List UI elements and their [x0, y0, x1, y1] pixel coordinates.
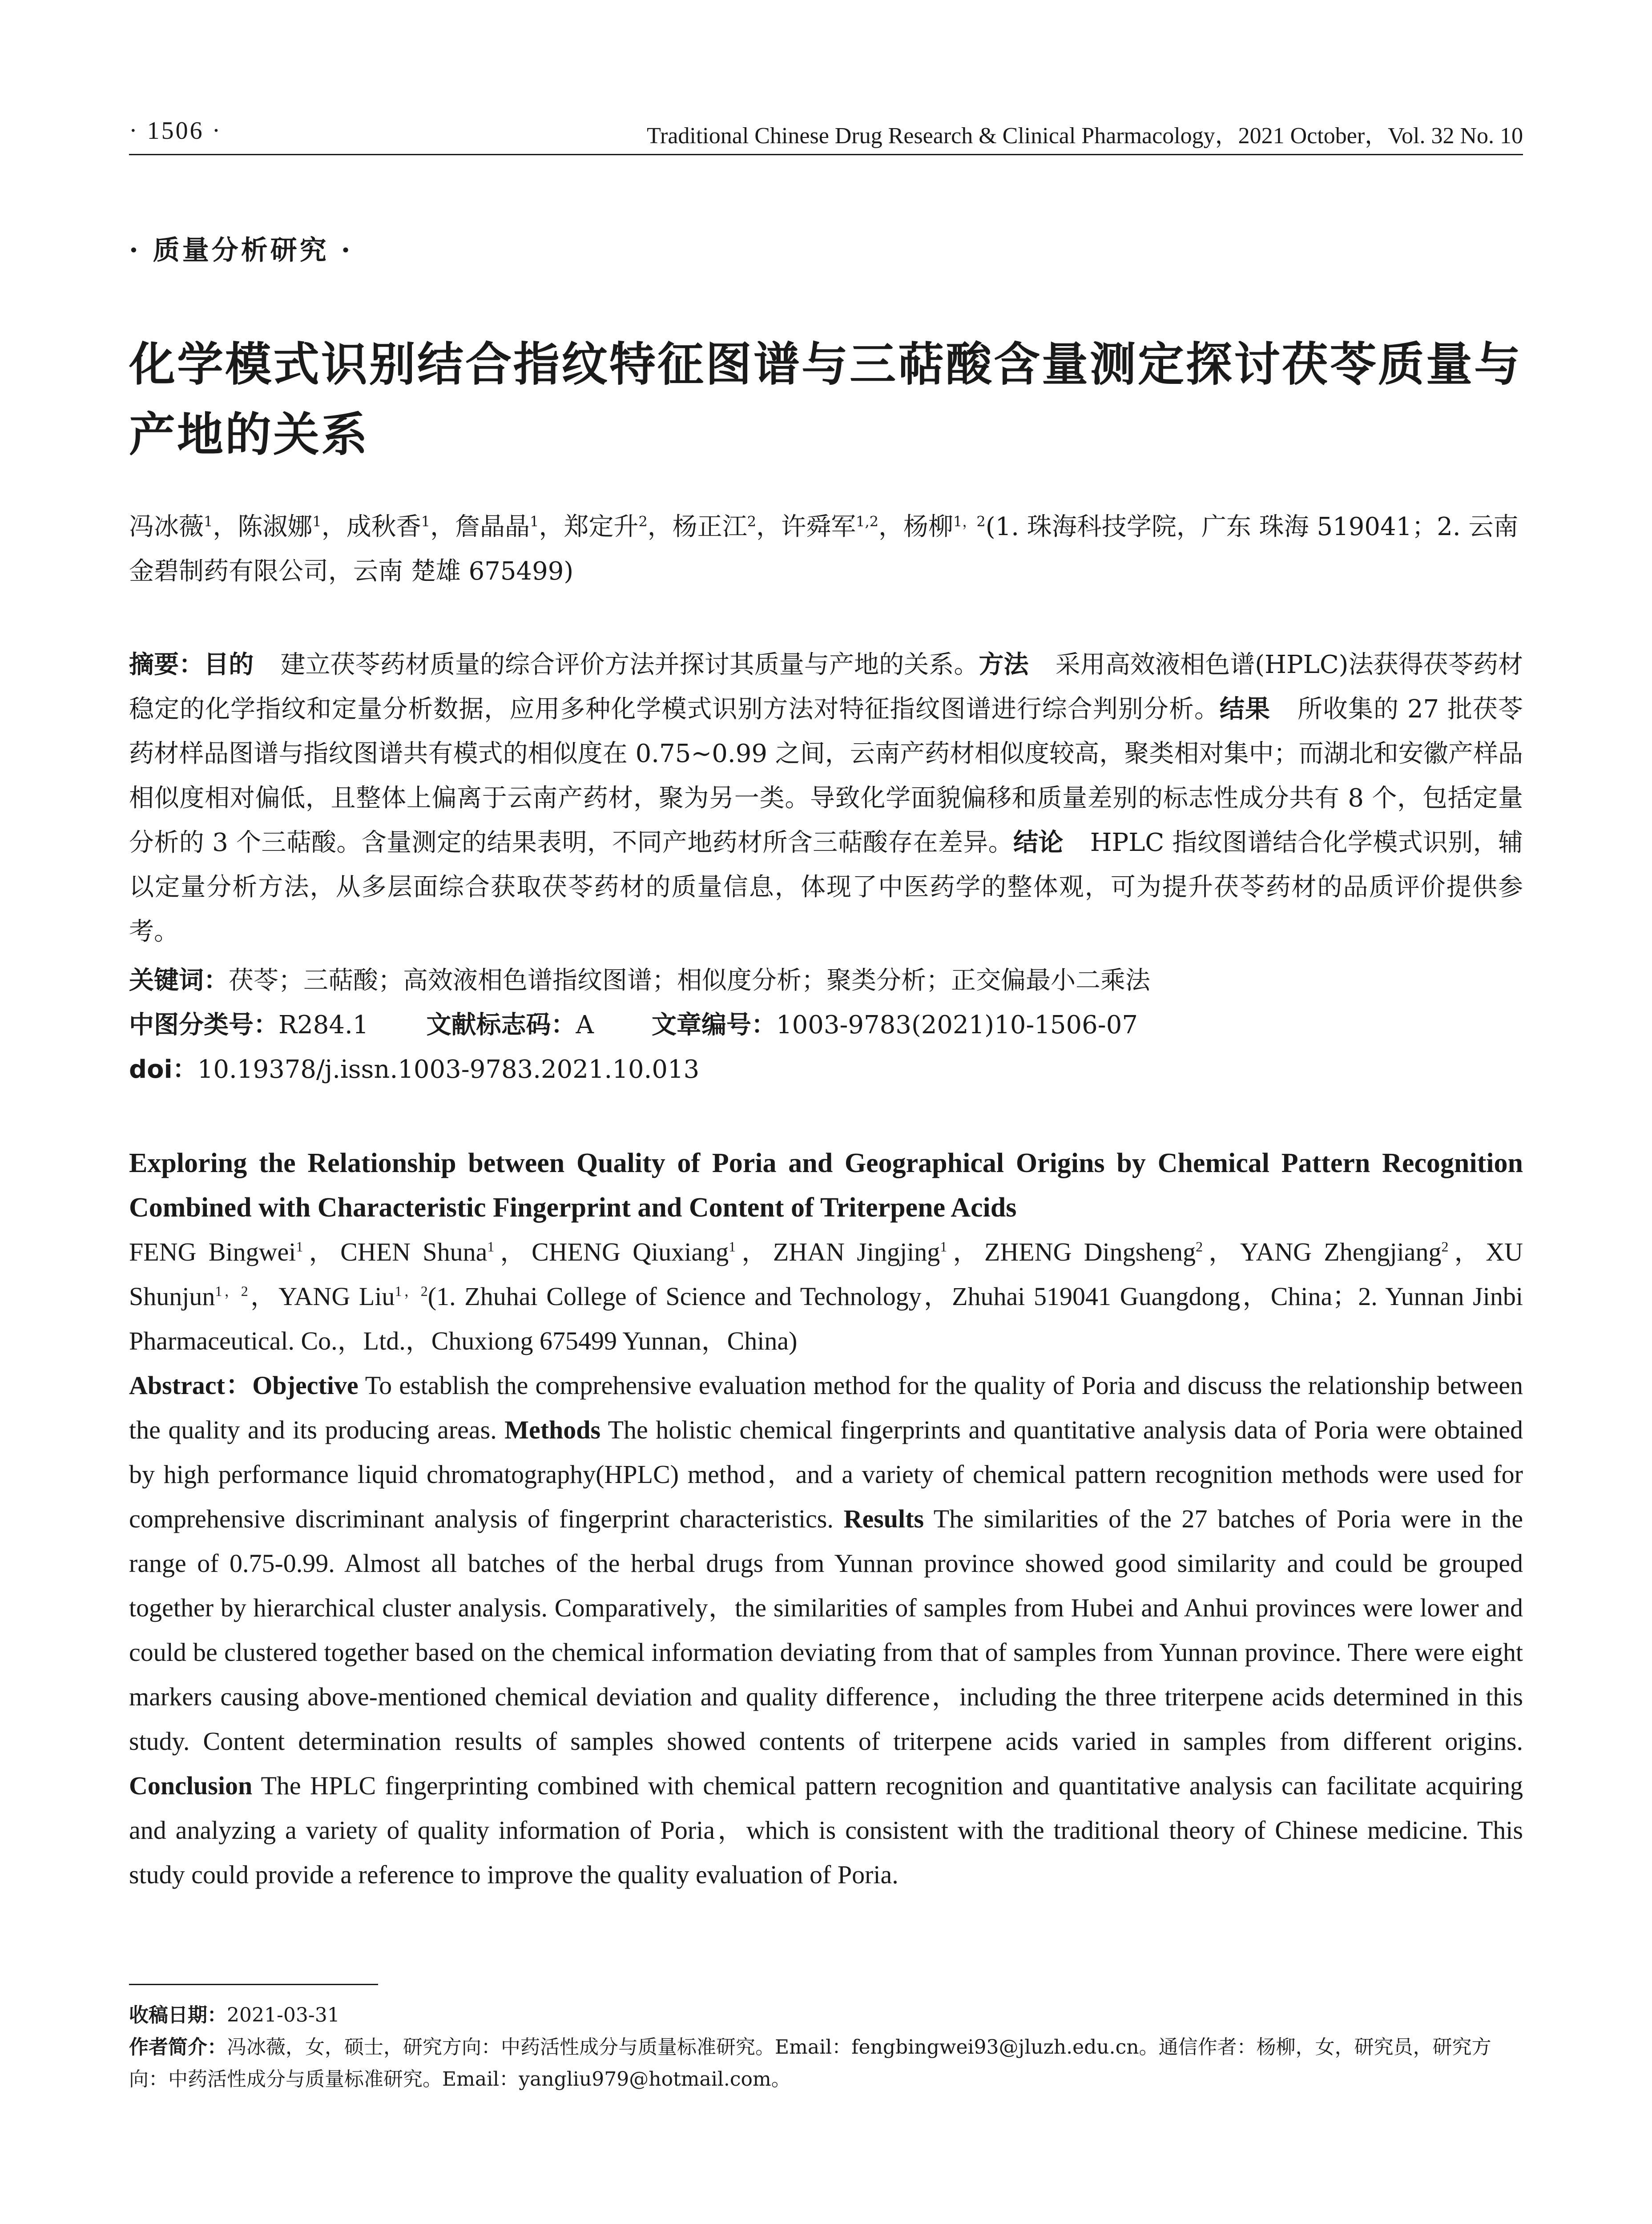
header-rule: [129, 154, 1523, 155]
conclusion-en-text: The HPLC fingerprinting combined with chemical pattern recognition and quantitative analysis can facilitate acquiring and analyzing a variety of quality information of Poria，which is consistent with the traditional theory of Chinese medicine. This study could provide a reference to improve the quality evaluation of Poria.: [129, 1771, 1523, 1889]
title-cn: 化学模式识别结合指纹特征图谱与三萜酸含量测定探讨茯苓质量与产地的关系: [129, 337, 1523, 462]
cn-author-sup: 2: [747, 513, 757, 530]
en-author-sup: 2: [1441, 1238, 1449, 1255]
page-number: · 1506 ·: [129, 117, 222, 145]
title-en: Exploring the Relationship between Quality of Poria and Geographical Origins by Chemical Pattern Recognition Combined with Characteristic Fingerprint and Content of Triterpene Acids: [129, 1148, 1523, 1223]
en-author-name: CHEN Shuna: [340, 1237, 488, 1266]
cn-author-name: 成秋香: [346, 512, 421, 541]
clc-value: R284.1: [278, 1011, 369, 1039]
cn-author-sup: 1,2: [856, 513, 879, 530]
results-text: 所收集的 27 批茯苓药材样品图谱与指纹图谱共有模式的相似度在 0.75~0.99 之间，云南产药材相似度较高，聚类相对集中；而湖北和安徽产样品相似度相对偏低，且整体上偏离于云南产药材，聚为另一类。导致化学面貌偏移和质量差别的标志性成分共有 8 个，包括定量分析的 3 个三萜酸。含量测定的结果表明，不同产地药材所含三萜酸存在差异。: [129, 695, 1523, 857]
en-author-name: YANG Zhengjiang: [1240, 1237, 1442, 1266]
en-author-sup: 1: [296, 1238, 303, 1255]
authors-cn: [129, 505, 1523, 594]
cn-author-sup: 1，2: [953, 513, 986, 530]
clc-label: 中图分类号：: [129, 1011, 278, 1039]
cn-author-name: 冯冰薇: [129, 512, 204, 541]
methods-en-label: Methods: [504, 1415, 601, 1444]
objective-en-label: Objective: [252, 1371, 359, 1400]
journal-header: Traditional Chinese Drug Research & Clinical Pharmacology，2021 October，Vol. 32 No. 10: [647, 123, 1523, 149]
en-author-sup: 1，2: [215, 1283, 248, 1299]
cn-author-sup: 1: [421, 513, 431, 530]
doc-code-value: A: [576, 1011, 594, 1039]
en-author-name: XU Shunjun: [129, 1237, 1523, 1311]
author-bio-text: 冯冰薇，女，硕士，研究方向：中药活性成分与质量标准研究。Email：fengbingwei93@jluzh.edu.cn。通信作者：杨柳，女，研究员，研究方向：中药活性成分与质量标准研究。Email：yangliu979@hotmail.com。: [129, 2036, 1491, 2091]
author-bio-label: 作者简介：: [129, 2036, 227, 2059]
author-bio: [129, 2031, 1523, 2095]
received-value: 2021-03-31: [227, 2004, 340, 2027]
cn-author-sup: 1: [204, 513, 213, 530]
doi-value: 10.19378/j.issn.1003-9783.2021.10.013: [197, 1055, 700, 1084]
column-label: · 质量分析研究 ·: [129, 235, 353, 266]
cn-author-name: 杨柳: [903, 512, 954, 541]
en-author-name: ZHENG Dingsheng: [984, 1237, 1196, 1266]
abstract-cn: [129, 643, 1523, 954]
cn-author-name: 杨正江: [672, 512, 747, 541]
en-author-sup: 1，2: [395, 1283, 428, 1299]
classification: [129, 1003, 1523, 1048]
keywords-label: 关键词：: [129, 966, 229, 995]
abstract-label: 摘要：: [129, 650, 204, 679]
en-author-sup: 1: [940, 1238, 947, 1255]
cn-author-name: 詹晶晶: [455, 512, 530, 541]
results-label: 结果: [1219, 695, 1270, 724]
en-author-sup: 1: [487, 1238, 495, 1255]
cn-author-name: 陈淑娜: [238, 512, 313, 541]
doi: [129, 1048, 1523, 1092]
cn-author-name: 许舜军: [781, 512, 856, 541]
footnote-rule: [129, 1984, 378, 1985]
results-en-label: Results: [843, 1504, 924, 1533]
footnote: [129, 1999, 1523, 2095]
methods-label: 方法: [979, 650, 1029, 679]
en-author-name: CHENG Qiuxiang: [532, 1237, 729, 1266]
conclusion-text: HPLC 指纹图谱结合化学模式识别，辅以定量分析方法，从多层面综合获取茯苓药材的质量信息，体现了中医药学的整体观，可为提升茯苓药材的品质评价提供参考。: [129, 828, 1523, 946]
en-author-sup: 2: [1196, 1238, 1203, 1255]
author-list-en: FENG Bingwei$^1$，CHEN Shuna$^1$，CHENG Qiuxiang$^1$，ZHAN Jingjing$^1$，ZHENG Dingsheng$^2$，YANG Zhengjiang$^2$，XU Shunjun$^{1,2}$，YANG Liu$^{1,2}$: [129, 1237, 1523, 1311]
abstract-en: [129, 1363, 1523, 1897]
objective-label: 目的: [204, 650, 254, 679]
received-label: 收稿日期：: [129, 2004, 227, 2027]
cn-author-sup: 1: [530, 513, 539, 530]
conclusion-label: 结论: [1013, 828, 1064, 857]
doi-label: doi：: [129, 1055, 197, 1084]
results-en-text: The similarities of the 27 batches of Poria were in the range of 0.75-0.99. Almost all batches of the herbal drugs from Yunnan province showed good similarity and could be grouped together by hierarchical cluster analysis. Comparatively，the similarities of samples from Hubei and Anhui provinces were lower and could be clustered together based on the chemical information deviating from that of samples from Yunnan province. There were eight markers causing above-mentioned chemical deviation and quality difference，including the three triterpene acids determined in this study. Content determination results of samples showed contents of triterpene acids varied in samples from different origins.: [129, 1504, 1523, 1756]
cn-author-name: 郑定升: [564, 512, 639, 541]
affiliations-cn: (1. 珠海科技学院，广东 珠海 519041；2. 云南金碧制药有限公司，云南 楚雄 675499): [129, 512, 1519, 586]
abstract-en-label: Abstract：: [129, 1371, 253, 1400]
authors-en: [129, 1230, 1523, 1363]
keywords: [129, 959, 1523, 1003]
objective-en-text: To establish the comprehensive evaluation method for the quality of Poria and discuss the relationship between the quality and its producing areas.: [129, 1371, 1523, 1444]
author-list-cn: 冯冰薇$^1$，陈淑娜$^1$，成秋香$^1$，詹晶晶$^1$，郑定升$^2$，杨正江$^2$，许舜军$^{1,2}$，杨柳$^{1,2}$: [129, 512, 986, 541]
cn-author-sup: 1: [312, 513, 322, 530]
received-date: [129, 1999, 1523, 2031]
cn-author-sup: 2: [638, 513, 648, 530]
article-no-value: 1003-9783(2021)10-1506-07: [776, 1011, 1138, 1039]
en-author-sup: 1: [729, 1238, 736, 1255]
keywords-text: 茯苓；三萜酸；高效液相色谱指纹图谱；相似度分析；聚类分析；正交偏最小二乘法: [229, 966, 1150, 995]
article-no-label: 文章编号：: [651, 1011, 776, 1039]
en-author-name: YANG Liu: [278, 1282, 395, 1311]
affiliations-en: (1. Zhuhai College of Science and Technology，Zhuhai 519041 Guangdong，China；2. Yunnan Jinbi Pharmaceutical. Co.，Ltd.，Chuxiong 675499 Yunnan，China): [129, 1282, 1523, 1355]
en-author-name: ZHAN Jingjing: [773, 1237, 940, 1266]
objective-text: 建立茯苓药材质量的综合评价方法并探讨其质量与产地的关系。: [280, 650, 979, 679]
methods-en-text: The holistic chemical fingerprints and quantitative analysis data of Poria were obtained by high performance liquid chromatography(HPLC) method，and a variety of chemical pattern recognition methods were used for comprehensive discriminant analysis of fingerprint characteristics.: [129, 1415, 1523, 1533]
conclusion-en-label: Conclusion: [129, 1771, 253, 1800]
doc-code-label: 文献标志码：: [426, 1011, 576, 1039]
en-author-name: FENG Bingwei: [129, 1237, 296, 1266]
methods-text: 采用高效液相色谱(HPLC)法获得茯苓药材稳定的化学指纹和定量分析数据，应用多种化学模式识别方法对特征指纹图谱进行综合判别分析。: [129, 650, 1523, 724]
